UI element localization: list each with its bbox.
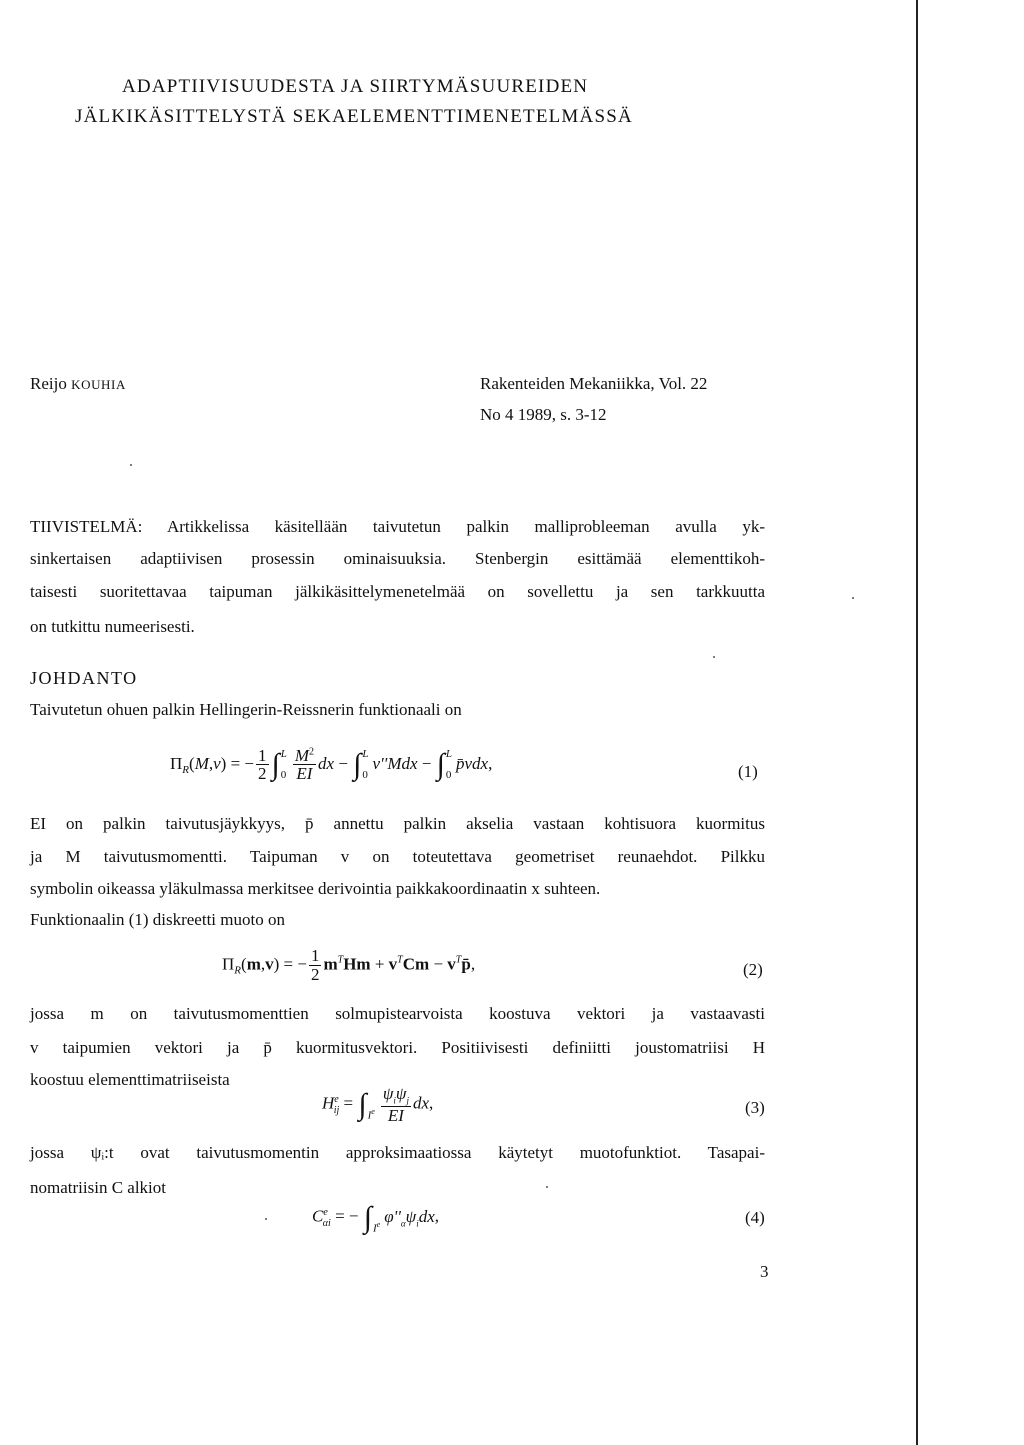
body-line: EI on palkin taivutusjäykkyys, p̄ annettu palkin akselia vastaan kohtisuora kuormitus — [30, 814, 765, 833]
equation-1-number: (1) — [738, 762, 758, 781]
equation-2-number: (2) — [743, 960, 763, 979]
abstract-line: TIIVISTELMÄ: Artikkelissa käsitellään taivutetun palkin malliprobleeman avulla yk- — [30, 517, 765, 536]
equation-4: $C^e_{\alpha i}$ = − ∫ Ie $\varphi''_\alpha\psi_idx$, — [312, 1200, 440, 1235]
scan-speck — [546, 1186, 548, 1188]
journal-line-2: No 4 1989, s. 3-12 — [480, 405, 607, 424]
abstract-line: on tutkittu numeerisesti. — [30, 617, 195, 636]
body-line: ja M taivutusmomentti. Taipuman v on toteutettava geometriset reunaehdot. Pilkku — [30, 847, 765, 866]
body-line: symbolin oikeassa yläkulmassa merkitsee derivointia paikkakoordinaatin x suhteen. — [30, 879, 601, 898]
abstract-line: sinkertaisen adaptiivisen prosessin ominaisuuksia. Stenbergin esittämää elementtikoh- — [30, 549, 765, 568]
equation-1: $\Pi_R(M,v)$ = − $\frac{1}{2}$ ∫ L 0 $\frac{M^2}{EI}$ dx − ∫ L 0 v''Mdx − ∫ L 0 p̄vdx, — [170, 745, 493, 784]
equation-2: $\Pi_R(m,v)$ = − $\frac{1}{2}$ $m^THm + v^TCm$ − $v^Tp̄$, — [222, 946, 476, 984]
section-intro: Taivutetun ohuen palkin Hellingerin-Reissnerin funktionaali on — [30, 700, 462, 719]
author — [30, 374, 126, 394]
scan-edge-line — [916, 0, 918, 1445]
body-line: Funktionaalin (1) diskreetti muoto on — [30, 910, 285, 929]
body-line: v taipumien vektori ja p̄ kuormitusvektori. Positiivisesti definiitti joustomatriisi H — [30, 1038, 765, 1057]
author-last-name: KOUHIA — [71, 377, 126, 392]
scan-speck — [852, 597, 854, 599]
body-line: nomatriisin C alkiot — [30, 1178, 166, 1197]
equation-3: $H^e_{ij}$ = ∫ Ie $\frac{\psi_i\psi_j}{EI}$ dx, — [322, 1083, 434, 1125]
body-line: jossa ψᵢ:t ovat taivutusmomentin approksimaatiossa käytetyt muotofunktiot. Tasapai- — [30, 1143, 765, 1162]
scan-speck — [265, 1218, 267, 1220]
title-line-2: JÄLKIKÄSITTELYSTÄ SEKAELEMENTTIMENETELMÄSSÄ — [75, 106, 633, 127]
body-line: koostuu elementtimatriiseista — [30, 1070, 230, 1089]
title-line-1: ADAPTIIVISUUDESTA JA SIIRTYMÄSUUREIDEN — [122, 76, 589, 97]
journal-line-1: Rakenteiden Mekaniikka, Vol. 22 — [480, 374, 708, 393]
scan-speck — [713, 656, 715, 658]
body-line: jossa m on taivutusmomenttien solmupistearvoista koostuva vektori ja vastaavasti — [30, 1004, 765, 1023]
section-heading: JOHDANTO — [30, 668, 138, 688]
page-number: 3 — [760, 1262, 769, 1281]
abstract-line: taisesti suoritettavaa taipuman jälkikäsittelymenetelmää on sovellettu ja sen tarkkuutta — [30, 582, 765, 601]
equation-3-number: (3) — [745, 1098, 765, 1117]
scan-speck — [130, 464, 132, 466]
equation-4-number: (4) — [745, 1208, 765, 1227]
author-first-name: Reijo — [30, 374, 67, 393]
